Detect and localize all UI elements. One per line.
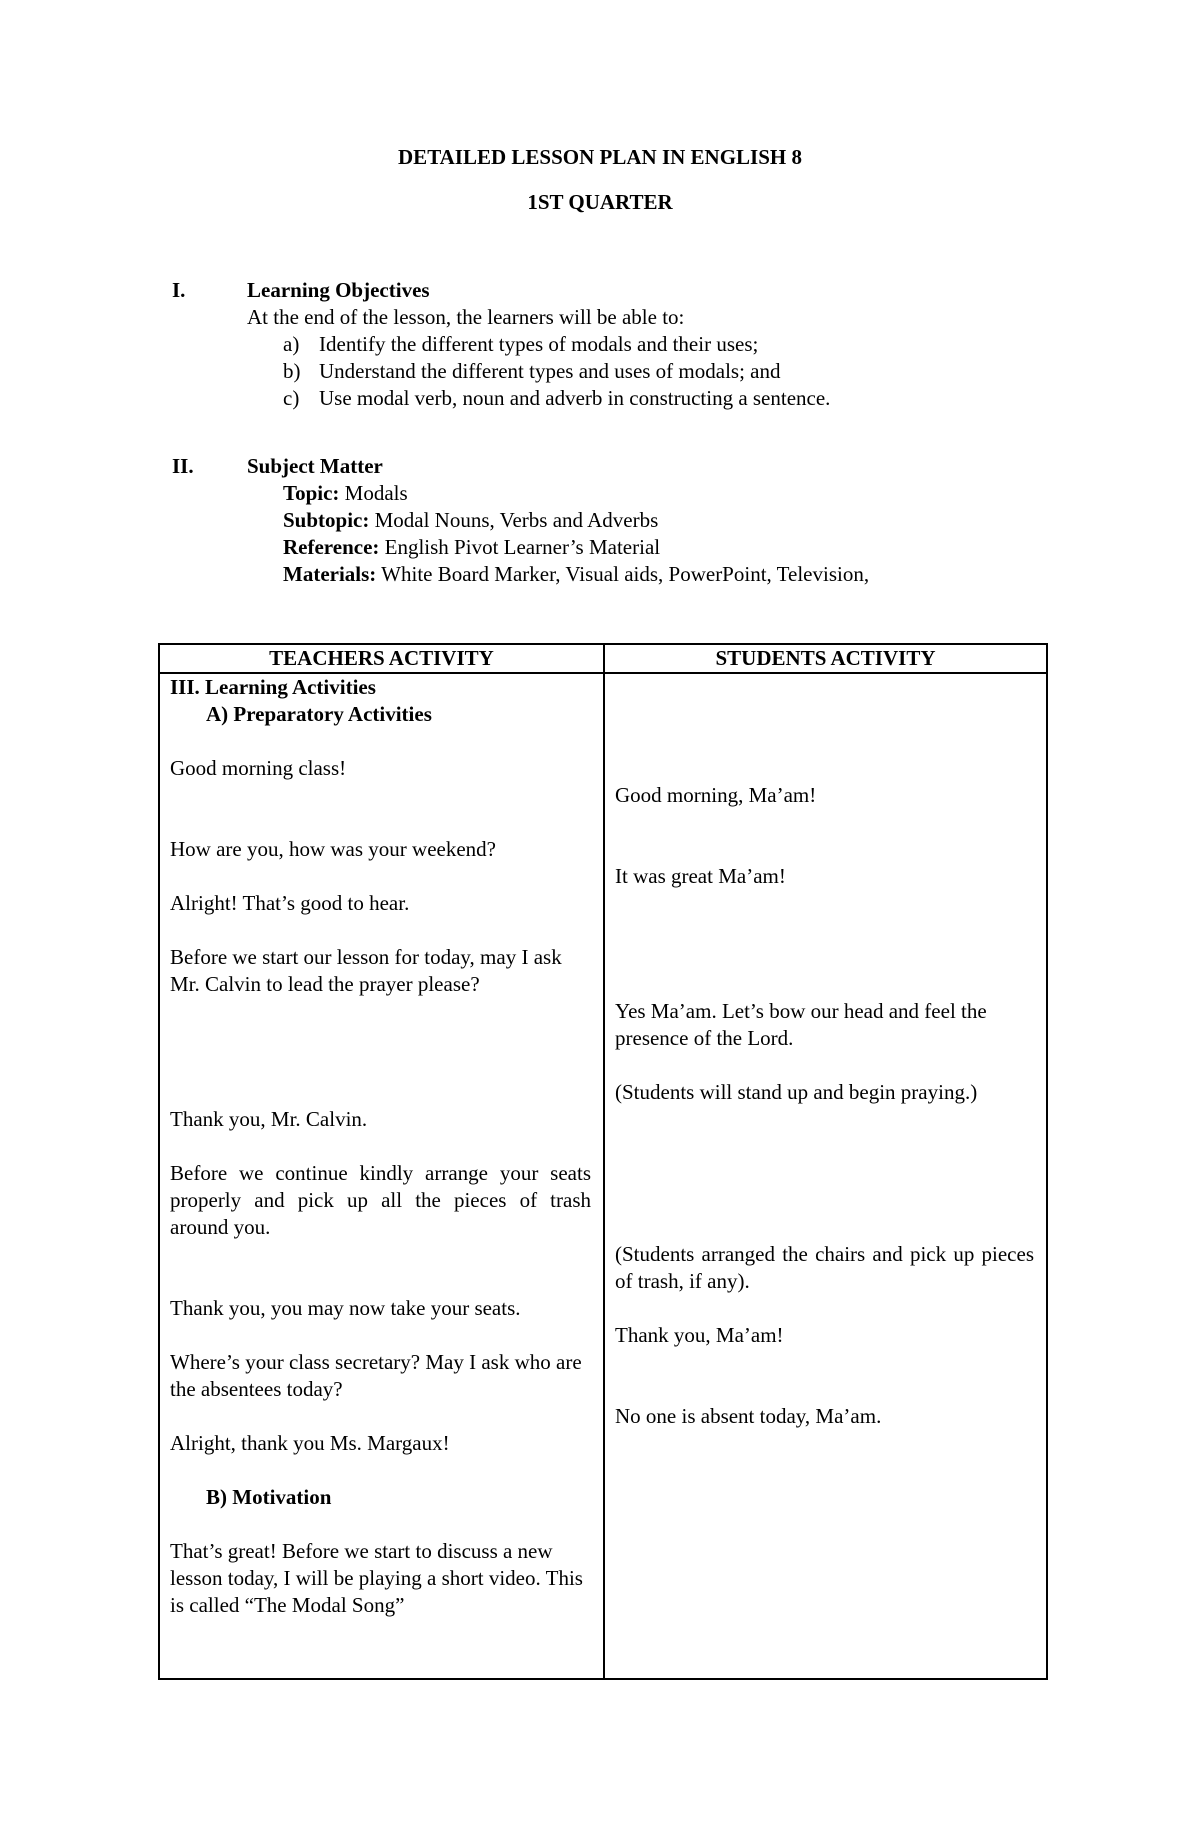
list-marker: c) bbox=[283, 386, 300, 410]
list-item bbox=[247, 331, 1067, 358]
subtopic-line bbox=[247, 507, 1067, 534]
student-weekend: It was great Ma’am! bbox=[615, 864, 786, 888]
materials-line bbox=[247, 561, 1067, 588]
section-number: II. bbox=[172, 454, 194, 478]
objectives-intro: At the end of the lesson, the learners will be able to: bbox=[247, 305, 685, 329]
topic-line bbox=[247, 480, 1067, 507]
teacher-alright: Alright! That’s good to hear. bbox=[170, 891, 410, 915]
subtopic-value: Modal Nouns, Verbs and Adverbs bbox=[369, 508, 659, 532]
section-heading: Subject Matter bbox=[247, 454, 383, 478]
table-header-row bbox=[159, 644, 1047, 673]
objective-text: Understand the different types and uses of modals; and bbox=[319, 359, 781, 383]
objectives-list bbox=[247, 331, 1067, 412]
document-title: DETAILED LESSON PLAN IN ENGLISH 8 bbox=[398, 145, 802, 169]
objective-text: Identify the different types of modals and their uses; bbox=[319, 332, 759, 356]
student-thanks: Thank you, Ma’am! bbox=[615, 1323, 784, 1347]
materials-value: White Board Marker, Visual aids, PowerPoint, Television, bbox=[376, 562, 870, 586]
student-arranged: (Students arranged the chairs and pick up pieces of trash, if any). bbox=[615, 1242, 1034, 1293]
reference-line bbox=[247, 534, 1067, 561]
table-row bbox=[159, 673, 1047, 1679]
activity-table bbox=[158, 643, 1048, 1680]
subtopic-label: Subtopic: bbox=[283, 508, 370, 532]
student-greeting: Good morning, Ma’am! bbox=[615, 783, 817, 807]
learning-activities-heading: III. Learning Activities bbox=[170, 675, 376, 699]
topic-label: Topic: bbox=[283, 481, 340, 505]
student-absent: No one is absent today, Ma’am. bbox=[615, 1404, 882, 1428]
list-item bbox=[247, 385, 1067, 412]
reference-label: Reference: bbox=[283, 535, 380, 559]
teacher-prayer-request: Before we start our lesson for today, may I ask Mr. Calvin to lead the prayer please? bbox=[170, 945, 562, 996]
teacher-arrange-seats: Before we continue kindly arrange your seats properly and pick up all the pieces of trash around you. bbox=[170, 1161, 591, 1239]
students-activity-cell bbox=[604, 673, 1047, 1679]
objective-text: Use modal verb, noun and adverb in constructing a sentence. bbox=[319, 386, 831, 410]
teacher-thanks-margaux: Alright, thank you Ms. Margaux! bbox=[170, 1431, 450, 1455]
materials-label: Materials: bbox=[283, 562, 377, 586]
teacher-motivation: That’s great! Before we start to discuss a new lesson today, I will be playing a short video. This is called “The Modal Song” bbox=[170, 1539, 583, 1617]
preparatory-activities-heading: A) Preparatory Activities bbox=[206, 702, 432, 726]
teacher-thanks-calvin: Thank you, Mr. Calvin. bbox=[170, 1107, 368, 1131]
students-activity-header: STUDENTS ACTIVITY bbox=[604, 644, 1047, 673]
motivation-heading: B) Motivation bbox=[206, 1485, 332, 1509]
reference-value: English Pivot Learner’s Material bbox=[379, 535, 661, 559]
student-praying: (Students will stand up and begin praying.) bbox=[615, 1080, 978, 1104]
teacher-greeting: Good morning class! bbox=[170, 756, 347, 780]
section-heading: Learning Objectives bbox=[247, 278, 430, 302]
list-marker: a) bbox=[283, 332, 300, 356]
topic-value: Modals bbox=[339, 481, 408, 505]
student-prayer: Yes Ma’am. Let’s bow our head and feel the presence of the Lord. bbox=[615, 999, 987, 1050]
list-marker: b) bbox=[283, 359, 301, 383]
list-item bbox=[247, 358, 1067, 385]
teachers-activity-cell bbox=[159, 673, 604, 1679]
teacher-how-are-you: How are you, how was your weekend? bbox=[170, 837, 496, 861]
section-number: I. bbox=[172, 278, 186, 302]
document-subtitle: 1ST QUARTER bbox=[527, 190, 673, 214]
teacher-take-seats: Thank you, you may now take your seats. bbox=[170, 1296, 521, 1320]
teacher-secretary: Where’s your class secretary? May I ask who are the absentees today? bbox=[170, 1350, 582, 1401]
teachers-activity-header: TEACHERS ACTIVITY bbox=[159, 644, 604, 673]
